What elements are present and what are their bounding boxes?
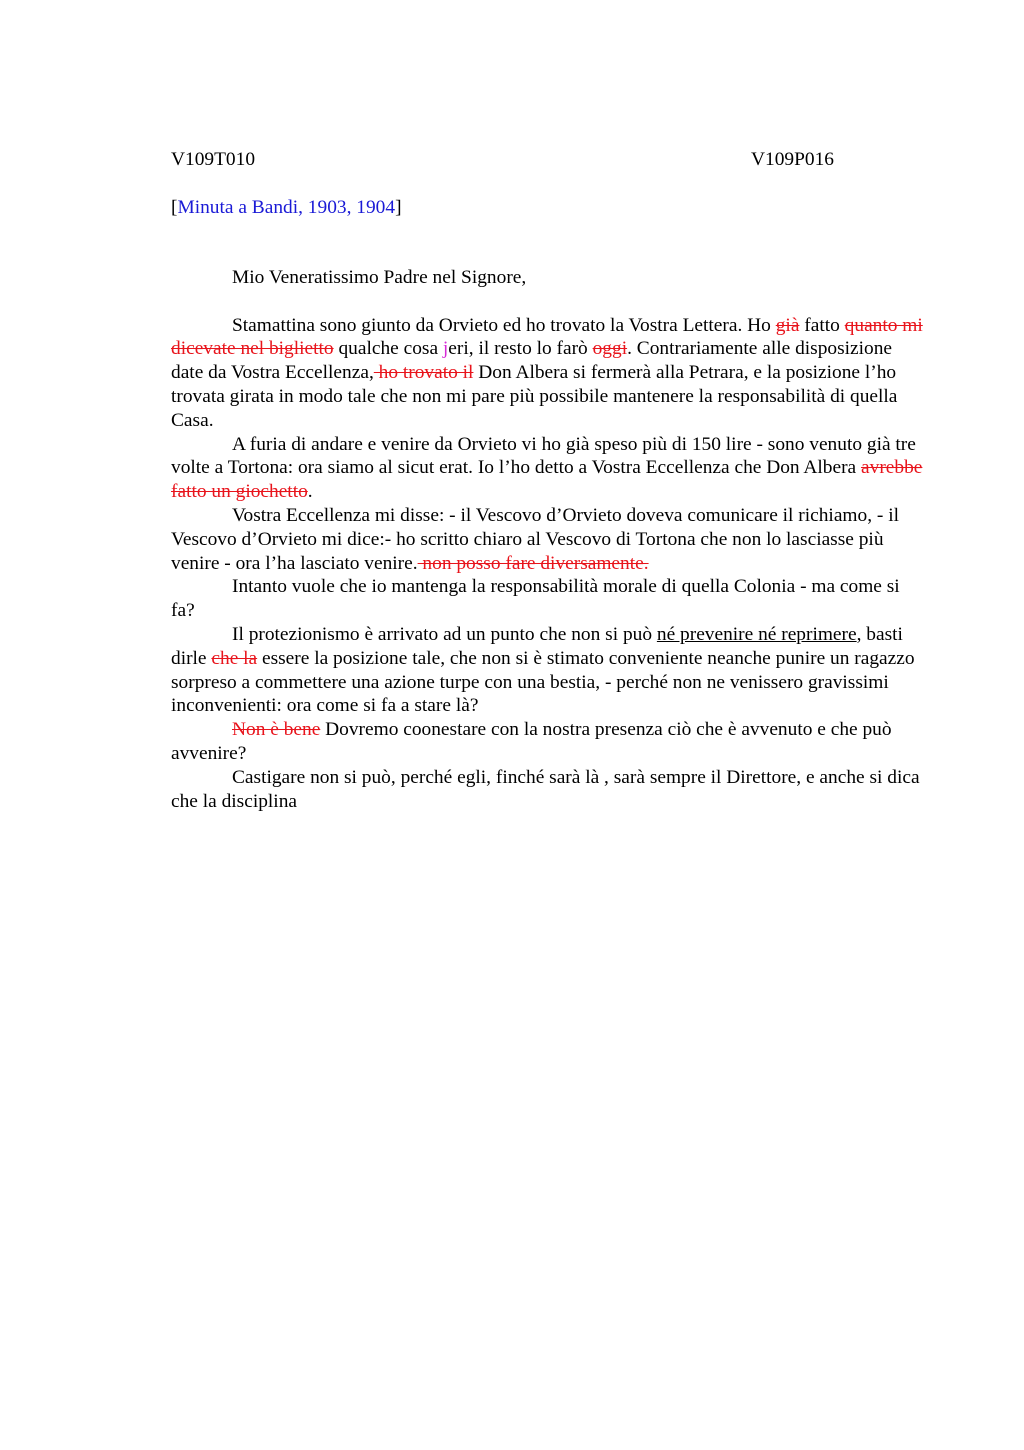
deleted-text: avrebbe fatto un giochetto: [171, 457, 923, 503]
letter-body: [171, 266, 927, 813]
deleted-text: oggi: [592, 338, 628, 360]
document-code-right: V109P016: [751, 149, 834, 170]
text-run: A furia di andare e venire da Orvieto vi ho già speso più di 150 lire - sono venuto già tre volte a Tortona: ora siamo al sicut erat. Io l’ho detto a Vostra Eccellenza che Don Albera: [171, 433, 916, 479]
paragraph-4: [171, 575, 927, 623]
title-bracket-close: ]: [395, 197, 402, 218]
text-run: essere la posizione tale, che non si è stimato conveniente neanche punire un ragazzo sorpreso a commettere una azione turpe con una bestia, - perché non ne venissero gravissimi inconvenienti: ora come si fa a stare là?: [171, 647, 915, 717]
deleted-text: quanto mi dicevate nel biglietto: [171, 314, 923, 360]
text-run: fatto: [799, 314, 845, 336]
text-run: Intanto vuole che io mantenga la responsabilità morale di quella Colonia - ma come si fa?: [171, 576, 900, 622]
paragraph-7: [171, 766, 927, 814]
text-run: Dovremo coonestare con la nostra presenza ciò che è avvenuto e che può avvenire?: [171, 719, 892, 764]
text-run: Stamattina sono giunto da Orvieto ed ho trovato la Vostra Lettera. Ho: [232, 314, 776, 336]
deleted-text: Non è bene: [232, 719, 321, 741]
paragraph-3: [171, 504, 927, 575]
text-run: Don Albera si fermerà alla Petrara, e la posizione l’ho trovata girata in modo tale che non mi pare più possibile mantenere la responsabilità di quella Casa.: [171, 362, 898, 431]
document-title: [171, 196, 402, 220]
underlined-text: né prevenire né reprimere: [656, 623, 857, 645]
deleted-text: che la: [211, 647, 258, 669]
title-text: Minuta a Bandi, 1903, 1904: [177, 197, 396, 218]
deleted-text: ho trovato il: [373, 362, 474, 384]
paragraph-5: [171, 623, 927, 718]
paragraph-6: [171, 718, 927, 766]
text-run: eri, il resto lo farò: [448, 338, 593, 360]
paragraph-2: [171, 433, 927, 504]
text-run: , basti dirle: [171, 623, 903, 669]
text-run: .: [307, 481, 313, 503]
text-run: Il protezionismo è arrivato ad un punto che non si può: [232, 623, 657, 645]
text-run: Vostra Eccellenza mi disse: - il Vescovo d’Orvieto doveva comunicare il richiamo, - il Vescovo d’Orvieto mi dice:- ho scritto chiaro al Vescovo di Tortona che non lo lasciasse più venire - ora l’ha lasciato venire.: [171, 504, 899, 574]
inserted-text: j: [442, 338, 449, 360]
text-run: Castigare non si può, perché egli, finché sarà là , sarà sempre il Direttore, e anche si dica che la disciplina: [171, 766, 920, 812]
title-bracket-open: [: [171, 197, 178, 218]
document-code-left: V109T010: [171, 149, 256, 170]
deleted-text: non posso fare diversamente.: [417, 552, 649, 574]
deleted-text: già: [775, 314, 800, 336]
text-run: . Contrariamente alle disposizione date da Vostra Eccellenza,: [171, 338, 893, 384]
text-run: qualche cosa: [333, 338, 443, 360]
paragraph-1: [171, 314, 927, 433]
salutation: Mio Veneratissimo Padre nel Signore,: [232, 267, 527, 288]
